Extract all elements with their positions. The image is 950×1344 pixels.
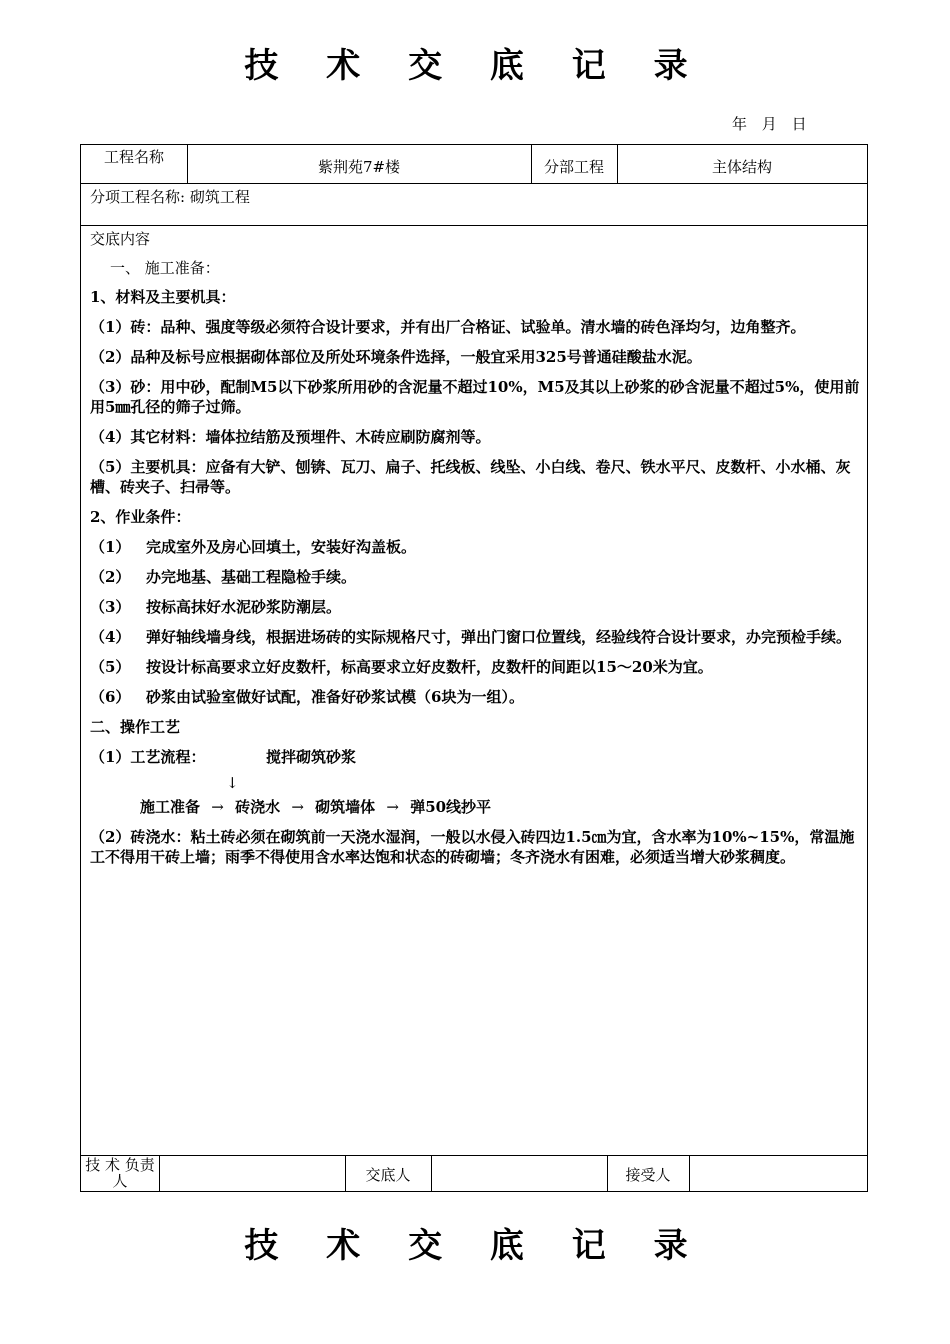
condition-item: （3） 按标高抹好水泥砂浆防潮层。 bbox=[90, 598, 342, 616]
flow-step-4: 弹50线抄平 bbox=[410, 798, 492, 816]
section-2-heading: 二、操作工艺 bbox=[90, 718, 181, 736]
date-month: 月 bbox=[761, 115, 779, 133]
material-item-1: （1）砖：品种、强度等级必须符合设计要求，并有出厂合格证、试验单。清水墙的砖色泽均匀，边角整齐。 bbox=[90, 318, 806, 336]
row-divider bbox=[81, 225, 867, 226]
flow-step-2: 砖浇水 bbox=[235, 798, 281, 816]
subitem-name: 分项工程名称: 砌筑工程 bbox=[90, 188, 250, 206]
brick-watering-paragraph: （2）砖浇水：粘土砖必须在砌筑前一天浇水湿润，一般以水侵入砖四边1.5㎝为宜，含水率为10%~15%，常温施工不得用干砖上墙；雨季不得使用含水率达饱和状态的砖砌墙；冬齐浇水有困难，必须适当增大砂浆稠度。 bbox=[90, 828, 855, 866]
condition-item: （6） 砂浆由试验室做好试配，准备好砂浆试模（6块为一组）。 bbox=[90, 688, 524, 706]
flow-label: （1）工艺流程： bbox=[90, 748, 206, 766]
section-1-2-heading: 2、作业条件： bbox=[90, 508, 191, 526]
section-1-1-heading: 1、材料及主要机具： bbox=[90, 288, 236, 306]
row-divider bbox=[81, 183, 867, 184]
project-name-label: 工程名称 bbox=[103, 148, 164, 166]
material-item-2: （2）品种及标号应根据砌体部位及所处环境条件选择，一般宜采用325号普通硅酸盐水泥。 bbox=[90, 348, 702, 366]
flow-down-row bbox=[90, 767, 862, 797]
arrow-right-icon: → bbox=[386, 798, 399, 816]
arrow-right-icon: → bbox=[291, 798, 304, 816]
document-title: 技 术 交 底 记 录 bbox=[244, 46, 706, 86]
division-label: 分部工程 bbox=[543, 158, 604, 176]
date-day: 日 bbox=[791, 115, 809, 133]
project-name-value: 紫荆苑7#楼 bbox=[317, 158, 401, 176]
section-1-heading: 一、 施工准备： bbox=[110, 259, 220, 277]
col-divider bbox=[689, 1155, 690, 1191]
condition-item: （5） 按设计标高要求立好皮数杆，标高要求立好皮数杆，皮数杆的间距以15～20米为宜。 bbox=[90, 658, 713, 676]
disclosure-content bbox=[90, 229, 862, 867]
division-value: 主体结构 bbox=[711, 158, 772, 176]
content-label: 交底内容 bbox=[90, 230, 151, 248]
date-year: 年 bbox=[732, 115, 750, 133]
arrow-right-icon: → bbox=[211, 798, 224, 816]
flow-step-3: 砌筑墙体 bbox=[315, 798, 376, 816]
material-item-5: （5）主要机具：应备有大铲、刨锛、瓦刀、扁子、托线板、线坠、小白线、卷尺、铁水平尺、皮数杆、小水桶、灰槽、砖夹子、扫帚等。 bbox=[90, 458, 851, 496]
col-divider bbox=[159, 1155, 160, 1191]
discloser-label: 交底人 bbox=[365, 1166, 411, 1184]
tech-lead-label: 技 术 负责人 bbox=[85, 1156, 155, 1190]
material-item-3: （3）砂：用中砂，配制M5以下砂浆所用砂的含泥量不超过10%，M5及其以上砂浆的砂含泥量不超过5%，使用前用5㎜孔径的筛子过筛。 bbox=[90, 378, 860, 416]
flow-top-step: 搅拌砌筑砂浆 bbox=[266, 748, 357, 766]
col-divider bbox=[431, 1155, 432, 1191]
condition-item: （4） 弹好轴线墙身线，根据进场砖的实际规格尺寸，弹出门窗口位置线，经验线符合设计要求，办完预检手续。 bbox=[90, 628, 852, 646]
receiver-label: 接受人 bbox=[625, 1166, 671, 1184]
material-item-4: （4）其它材料：墙体拉结筋及预埋件、木砖应刷防腐剂等。 bbox=[90, 428, 491, 446]
record-table bbox=[80, 144, 868, 1192]
flow-label-row bbox=[90, 747, 862, 767]
arrow-down-icon: ↓ bbox=[226, 774, 239, 792]
document-title-repeat: 技 术 交 底 记 录 bbox=[244, 1226, 706, 1266]
date-line bbox=[732, 113, 815, 134]
row-divider bbox=[81, 1155, 867, 1156]
flow-step-1: 施工准备 bbox=[140, 798, 201, 816]
flow-row bbox=[90, 797, 862, 817]
condition-item: （2） 办完地基、基础工程隐检手续。 bbox=[90, 568, 357, 586]
condition-item: （1） 完成室外及房心回填土，安装好沟盖板。 bbox=[90, 538, 417, 556]
